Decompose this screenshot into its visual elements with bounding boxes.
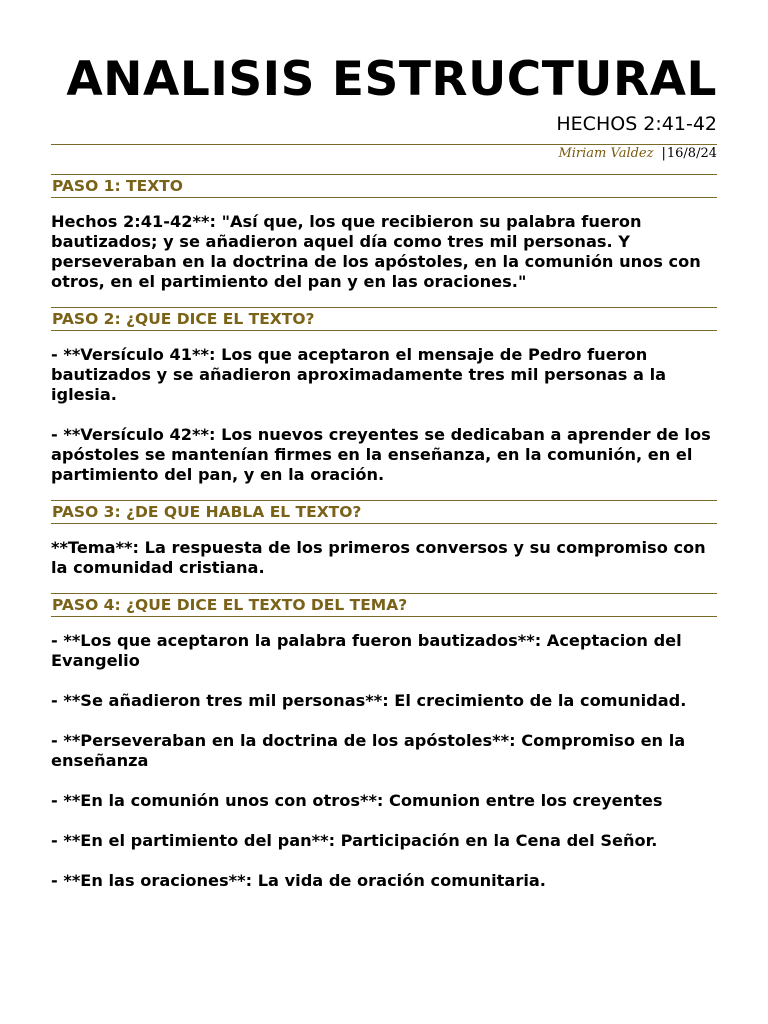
byline: [51, 146, 717, 162]
paragraph: Hechos 2:41-42**: "Así que, los que recibieron su palabra fueron bautizados; y se añadieron aquel día como tres mil personas. Y perseveraban en la doctrina de los apóstoles, en la comunión unos con otros, en el partimiento del pan y en las oraciones.": [51, 212, 701, 291]
list-item: - **Se añadieron tres mil personas**: El crecimiento de la comunidad.: [51, 691, 687, 710]
byline-separator: |: [661, 146, 666, 161]
author-name: Miriam Valdez: [558, 146, 654, 161]
section-paso-1: [51, 174, 717, 292]
list-item: - **En la comunión unos con otros**: Comunion entre los creyentes: [51, 791, 663, 810]
section-heading: PASO 1: TEXTO: [51, 174, 717, 198]
section-paso-2: [51, 307, 717, 485]
section-paso-3: [51, 500, 717, 578]
document-title: ANALISIS ESTRUCTURAL: [66, 52, 717, 107]
header-divider: [51, 144, 717, 145]
document-date: 16/8/24: [666, 146, 717, 161]
list-item: - **En las oraciones**: La vida de oración comunitaria.: [51, 871, 546, 890]
document-subtitle: HECHOS 2:41-42: [556, 113, 717, 135]
paragraph: **Tema**: La respuesta de los primeros conversos y su compromiso con la comunidad cristiana.: [51, 538, 706, 577]
section-paso-4: [51, 593, 717, 891]
section-heading: PASO 3: ¿DE QUE HABLA EL TEXTO?: [51, 500, 717, 524]
list-item: - **En el partimiento del pan**: Participación en la Cena del Señor.: [51, 831, 658, 850]
document-page: [51, 0, 717, 890]
list-item: - **Los que aceptaron la palabra fueron bautizados**: Aceptacion del Evangelio: [51, 631, 682, 670]
section-heading: PASO 2: ¿QUE DICE EL TEXTO?: [51, 307, 717, 331]
paragraph: - **Versículo 41**: Los que aceptaron el mensaje de Pedro fueron bautizados y se añadieron aproximadamente tres mil personas a la iglesia.: [51, 345, 667, 404]
list-item: - **Perseveraban en la doctrina de los apóstoles**: Compromiso en la enseñanza: [51, 731, 686, 770]
paragraph: - **Versículo 42**: Los nuevos creyentes se dedicaban a aprender de los apóstoles se mantenían firmes en la enseñanza, en la comunión, en el partimiento del pan, y en la oración.: [51, 425, 711, 484]
section-heading: PASO 4: ¿QUE DICE EL TEXTO DEL TEMA?: [51, 593, 717, 617]
